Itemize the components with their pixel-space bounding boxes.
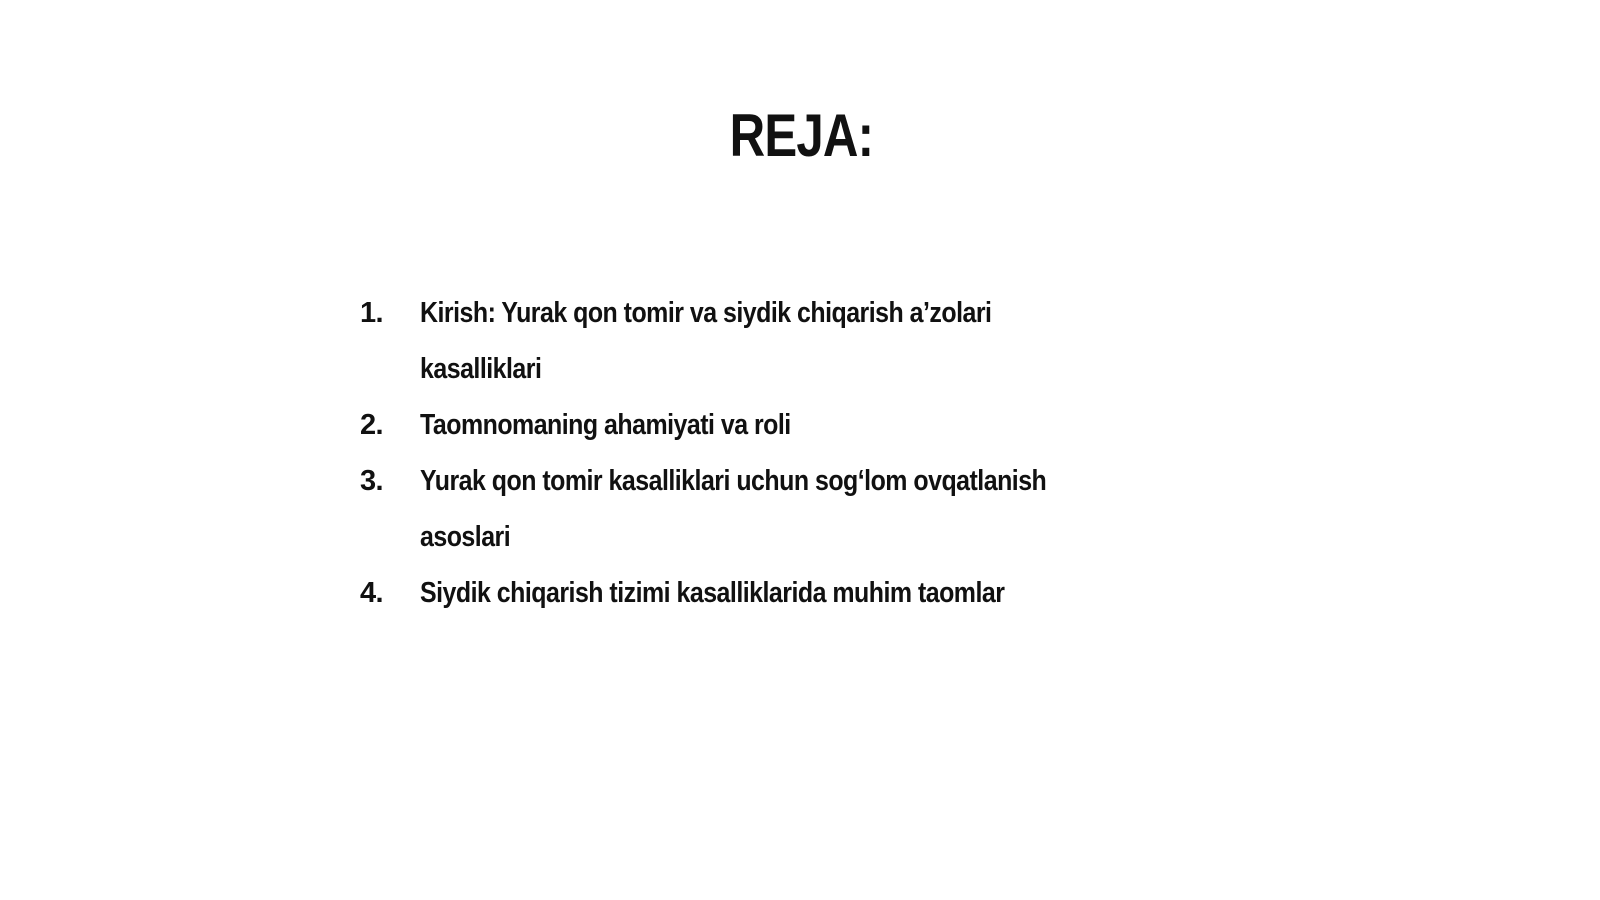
plan-item-1 xyxy=(360,285,1120,397)
plan-item-number: 4. xyxy=(360,577,383,609)
slide-title: REJA: xyxy=(729,102,874,169)
plan-item-text: Kirish: Yurak qon tomir va siydik chiqarish a’zolari kasalliklari xyxy=(420,297,992,385)
plan-item-text: Yurak qon tomir kasalliklari uchun sog‘lom ovqatlanish asoslari xyxy=(420,465,1047,553)
plan-item-2 xyxy=(360,397,1120,453)
plan-item-number: 3. xyxy=(360,465,383,497)
plan-item-text: Taomnomaning ahamiyati va roli xyxy=(420,409,791,441)
plan-item-4 xyxy=(360,565,1120,621)
plan-item-3 xyxy=(360,453,1120,565)
plan-item-text: Siydik chiqarish tizimi kasalliklarida muhim taomlar xyxy=(420,577,1005,609)
plan-list xyxy=(360,285,1120,621)
plan-item-number: 1. xyxy=(360,297,383,329)
plan-item-number: 2. xyxy=(360,409,383,441)
